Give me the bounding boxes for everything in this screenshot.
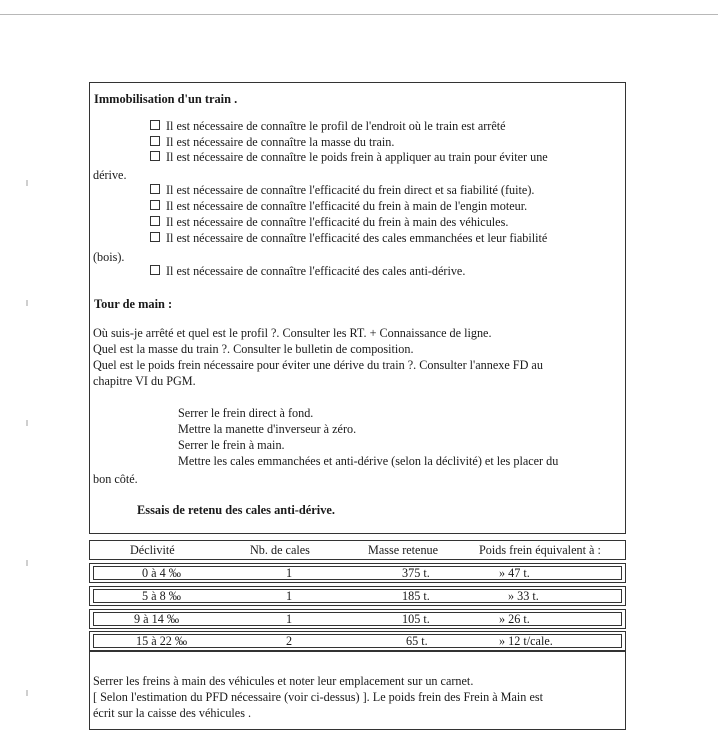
wrapped-text: (bois). xyxy=(93,250,125,264)
step-line: Serrer le frein direct à fond. xyxy=(178,406,314,420)
table-cell: 1 xyxy=(286,612,293,626)
checkbox-icon xyxy=(150,136,160,146)
table-row xyxy=(89,586,626,606)
qa-line: Quel est la masse du train ?. Consulter le bulletin de composition. xyxy=(93,342,414,356)
scan-mark xyxy=(26,690,28,696)
checklist-item: Il est nécessaire de connaître l'efficacité du frein à main des véhicules. xyxy=(150,215,508,230)
checklist-item: Il est nécessaire de connaître le profil de l'endroit où le train est arrêté xyxy=(150,119,506,134)
table-cell: 5 à 8 ‰ xyxy=(142,589,181,603)
column-header: Poids frein équivalent à : xyxy=(479,543,601,557)
qa-line: Où suis-je arrêté et quel est le profil ?. Consulter les RT. + Connaissance de ligne. xyxy=(93,326,492,340)
checkbox-icon xyxy=(150,216,160,226)
table-cell: 185 t. xyxy=(402,589,430,603)
step-wrap: bon côté. xyxy=(93,472,138,486)
step-line: Mettre les cales emmanchées et anti-dérive (selon la déclivité) et les placer du xyxy=(178,454,559,468)
table-cell: » 47 t. xyxy=(499,566,530,580)
step-line: Mettre la manette d'inverseur à zéro. xyxy=(178,422,357,436)
table-header xyxy=(89,540,626,560)
column-header: Déclivité xyxy=(130,543,175,557)
scan-mark xyxy=(26,300,28,306)
column-header: Masse retenue xyxy=(368,543,439,557)
footer-line: Serrer les freins à main des véhicules et noter leur emplacement sur un carnet. xyxy=(93,674,474,688)
table-cell: 375 t. xyxy=(402,566,430,580)
section-title-tour-de-main: Tour de main : xyxy=(94,297,173,311)
table-cell: 0 à 4 ‰ xyxy=(142,566,181,580)
checklist-item: Il est nécessaire de connaître l'efficacité des cales emmanchées et leur fiabilité xyxy=(150,231,547,246)
table-cell: 1 xyxy=(286,566,293,580)
checklist-item: Il est nécessaire de connaître l'efficacité du frein à main de l'engin moteur. xyxy=(150,199,527,214)
table-cell: 105 t. xyxy=(402,612,430,626)
checklist-item: Il est nécessaire de connaître l'efficacité des cales anti-dérive. xyxy=(150,264,465,279)
qa-line: Quel est le poids frein nécessaire pour éviter une dérive du train ?. Consulter l'annexe FD au xyxy=(93,358,543,372)
checkbox-icon xyxy=(150,265,160,275)
footer-line: [ Selon l'estimation du PFD nécessaire (voir ci-dessus) ]. Le poids frein des Frein à Main est xyxy=(93,690,543,704)
table-cell: 15 à 22 ‰ xyxy=(136,634,188,648)
table-cell: 65 t. xyxy=(406,634,428,648)
table-cell: 1 xyxy=(286,589,293,603)
checkbox-icon xyxy=(150,151,160,161)
table-row xyxy=(89,631,626,651)
wrapped-text: dérive. xyxy=(93,168,127,182)
table-cell: 9 à 14 ‰ xyxy=(134,612,180,626)
checklist-item: Il est nécessaire de connaître le poids frein à appliquer au train pour éviter une xyxy=(150,150,548,165)
table-cell: 2 xyxy=(286,634,293,648)
table-cell: » 26 t. xyxy=(499,612,530,626)
section-title-essais: Essais de retenu des cales anti-dérive. xyxy=(137,503,336,517)
scan-edge-line xyxy=(0,14,718,15)
checklist-item: Il est nécessaire de connaître la masse du train. xyxy=(150,135,394,150)
table-cell: » 33 t. xyxy=(508,589,539,603)
checkbox-icon xyxy=(150,184,160,194)
checklist-item: Il est nécessaire de connaître l'efficacité du frein direct et sa fiabilité (fuite). xyxy=(150,183,534,198)
section-title-immobilisation: Immobilisation d'un train . xyxy=(94,92,238,106)
column-header: Nb. de cales xyxy=(250,543,310,557)
scan-mark xyxy=(26,420,28,426)
table-cell: » 12 t/cale. xyxy=(499,634,553,648)
checkbox-icon xyxy=(150,120,160,130)
qa-line: chapitre VI du PGM. xyxy=(93,374,196,388)
scan-mark xyxy=(26,560,28,566)
scan-mark xyxy=(26,180,28,186)
table-row xyxy=(89,563,626,583)
footer-line: écrit sur la caisse des véhicules . xyxy=(93,706,252,720)
checkbox-icon xyxy=(150,232,160,242)
step-line: Serrer le frein à main. xyxy=(178,438,285,452)
table-row xyxy=(89,609,626,629)
checkbox-icon xyxy=(150,200,160,210)
